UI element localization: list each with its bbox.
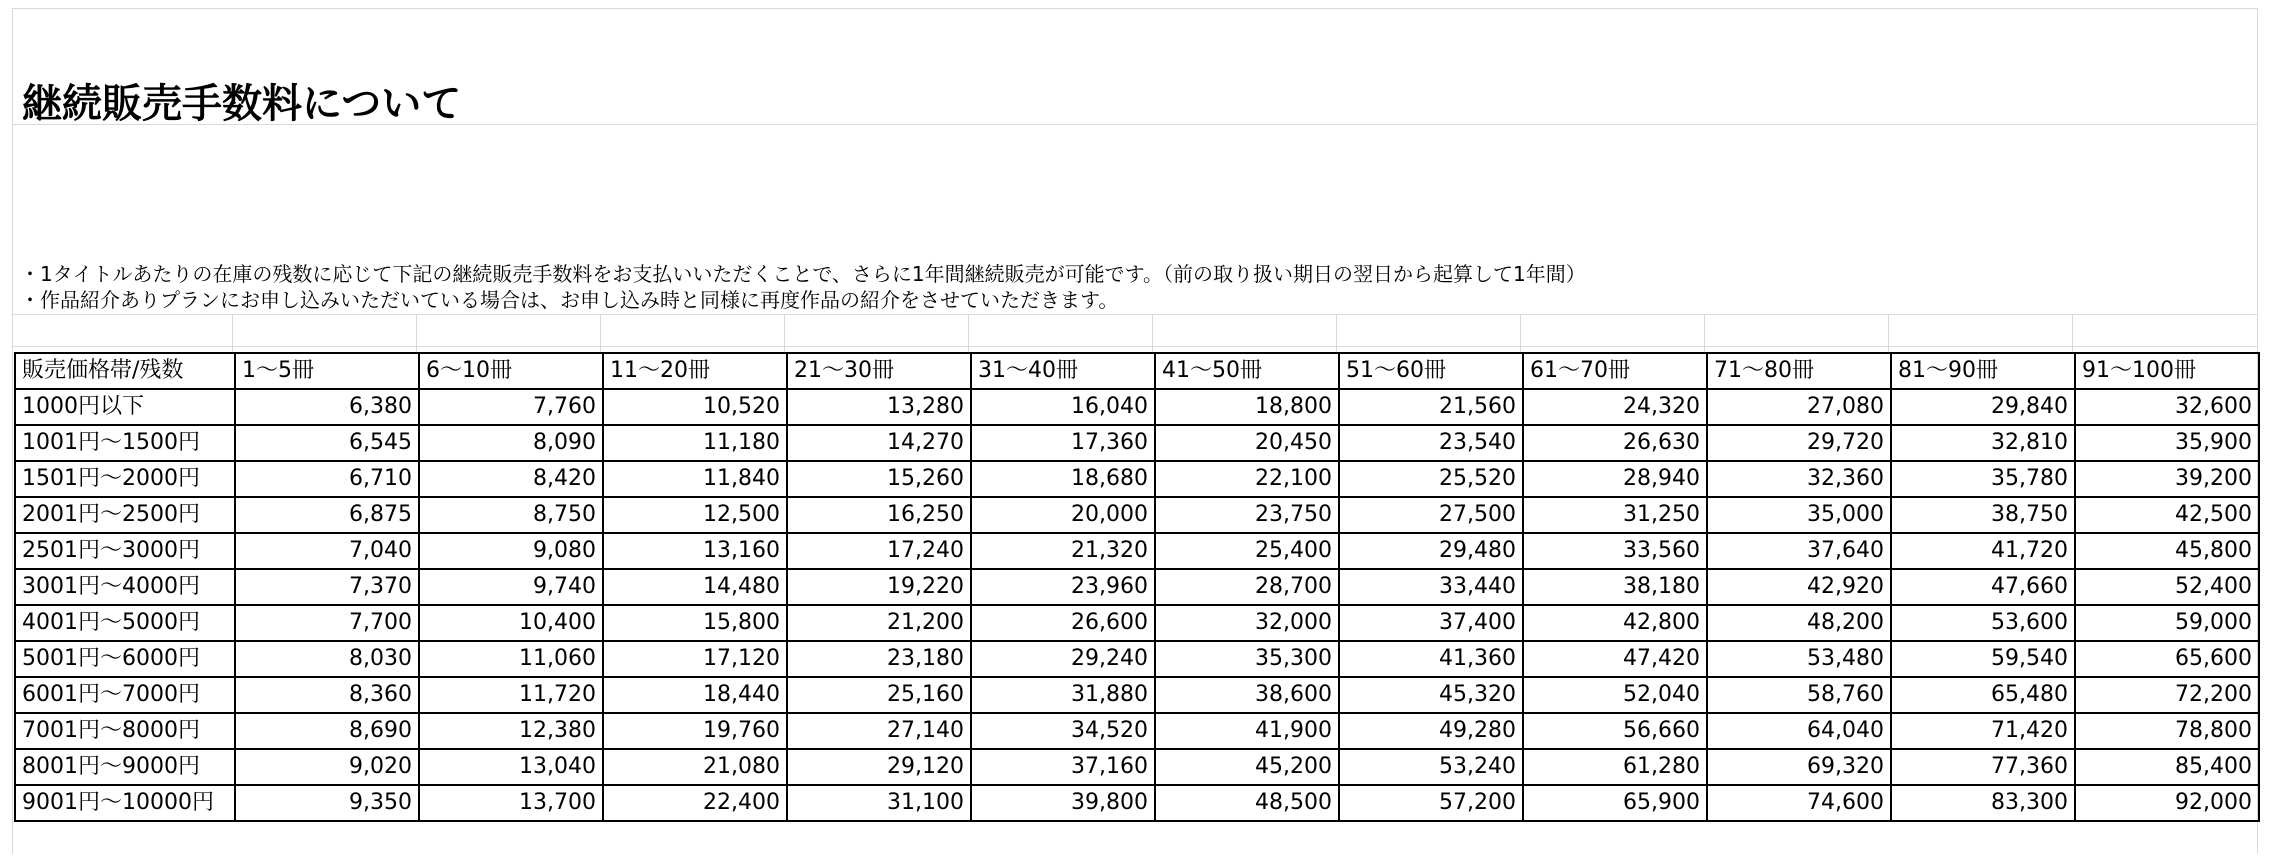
fee-cell: 65,900 xyxy=(1523,785,1707,821)
table-row xyxy=(15,461,2259,497)
fee-cell: 35,000 xyxy=(1707,497,1891,533)
fee-cell: 22,400 xyxy=(603,785,787,821)
fee-cell: 38,750 xyxy=(1891,497,2075,533)
fee-table-body xyxy=(15,389,2259,821)
fee-cell: 7,760 xyxy=(419,389,603,425)
fee-cell: 23,180 xyxy=(787,641,971,677)
fee-cell: 27,500 xyxy=(1339,497,1523,533)
fee-table xyxy=(14,352,2260,822)
grid-line xyxy=(600,314,601,354)
fee-cell: 37,160 xyxy=(971,749,1155,785)
fee-cell: 23,540 xyxy=(1339,425,1523,461)
column-header: 61～70冊 xyxy=(1523,353,1707,389)
fee-cell: 10,520 xyxy=(603,389,787,425)
fee-cell: 8,750 xyxy=(419,497,603,533)
fee-cell: 29,720 xyxy=(1707,425,1891,461)
fee-cell: 8,030 xyxy=(235,641,419,677)
fee-cell: 92,000 xyxy=(2075,785,2259,821)
fee-cell: 47,660 xyxy=(1891,569,2075,605)
fee-cell: 14,480 xyxy=(603,569,787,605)
fee-cell: 25,520 xyxy=(1339,461,1523,497)
fee-cell: 9,020 xyxy=(235,749,419,785)
fee-cell: 59,540 xyxy=(1891,641,2075,677)
fee-cell: 32,000 xyxy=(1155,605,1339,641)
fee-cell: 31,250 xyxy=(1523,497,1707,533)
fee-cell: 29,480 xyxy=(1339,533,1523,569)
fee-cell: 7,700 xyxy=(235,605,419,641)
table-row xyxy=(15,785,2259,821)
table-row xyxy=(15,389,2259,425)
fee-cell: 6,545 xyxy=(235,425,419,461)
fee-cell: 29,120 xyxy=(787,749,971,785)
fee-cell: 39,200 xyxy=(2075,461,2259,497)
price-range-label: 1000円以下 xyxy=(15,389,235,425)
fee-cell: 7,040 xyxy=(235,533,419,569)
fee-cell: 8,690 xyxy=(235,713,419,749)
fee-cell: 33,440 xyxy=(1339,569,1523,605)
fee-cell: 27,080 xyxy=(1707,389,1891,425)
fee-cell: 72,200 xyxy=(2075,677,2259,713)
page-title: 継続販売手数料について xyxy=(22,81,462,127)
fee-cell: 45,200 xyxy=(1155,749,1339,785)
fee-cell: 16,040 xyxy=(971,389,1155,425)
fee-cell: 12,500 xyxy=(603,497,787,533)
fee-cell: 42,500 xyxy=(2075,497,2259,533)
fee-cell: 78,800 xyxy=(2075,713,2259,749)
fee-cell: 61,280 xyxy=(1523,749,1707,785)
fee-cell: 24,320 xyxy=(1523,389,1707,425)
fee-cell: 35,780 xyxy=(1891,461,2075,497)
fee-cell: 31,880 xyxy=(971,677,1155,713)
fee-cell: 14,270 xyxy=(787,425,971,461)
fee-cell: 41,900 xyxy=(1155,713,1339,749)
fee-cell: 6,710 xyxy=(235,461,419,497)
fee-cell: 32,360 xyxy=(1707,461,1891,497)
fee-cell: 6,380 xyxy=(235,389,419,425)
corner-label: 販売価格帯/残数 xyxy=(15,353,235,389)
fee-cell: 65,600 xyxy=(2075,641,2259,677)
price-range-label: 4001円～5000円 xyxy=(15,605,235,641)
fee-cell: 13,160 xyxy=(603,533,787,569)
fee-cell: 21,080 xyxy=(603,749,787,785)
fee-cell: 22,100 xyxy=(1155,461,1339,497)
fee-cell: 11,840 xyxy=(603,461,787,497)
table-row xyxy=(15,713,2259,749)
fee-cell: 32,810 xyxy=(1891,425,2075,461)
table-row xyxy=(15,677,2259,713)
column-header: 31～40冊 xyxy=(971,353,1155,389)
grid-line xyxy=(1520,314,1521,354)
price-range-label: 5001円～6000円 xyxy=(15,641,235,677)
fee-cell: 19,760 xyxy=(603,713,787,749)
fee-cell: 8,420 xyxy=(419,461,603,497)
fee-cell: 37,640 xyxy=(1707,533,1891,569)
fee-cell: 42,800 xyxy=(1523,605,1707,641)
fee-cell: 18,800 xyxy=(1155,389,1339,425)
fee-cell: 39,800 xyxy=(971,785,1155,821)
fee-cell: 11,060 xyxy=(419,641,603,677)
fee-cell: 32,600 xyxy=(2075,389,2259,425)
fee-cell: 53,480 xyxy=(1707,641,1891,677)
fee-cell: 21,560 xyxy=(1339,389,1523,425)
table-row xyxy=(15,569,2259,605)
fee-cell: 48,500 xyxy=(1155,785,1339,821)
grid-line xyxy=(1336,314,1337,354)
fee-cell: 41,360 xyxy=(1339,641,1523,677)
column-header: 91～100冊 xyxy=(2075,353,2259,389)
price-range-label: 2001円～2500円 xyxy=(15,497,235,533)
fee-cell: 74,600 xyxy=(1707,785,1891,821)
note-renewal: ・1タイトルあたりの在庫の残数に応じて下記の継続販売手数料をお支払いいただくことで、さらに1年間継続販売が可能です。（前の取り扱い期日の翌日から起算して1年間） xyxy=(20,262,1586,286)
fee-cell: 17,240 xyxy=(787,533,971,569)
table-row xyxy=(15,533,2259,569)
table-row xyxy=(15,749,2259,785)
fee-cell: 29,840 xyxy=(1891,389,2075,425)
fee-cell: 45,320 xyxy=(1339,677,1523,713)
price-range-label: 7001円～8000円 xyxy=(15,713,235,749)
fee-cell: 8,360 xyxy=(235,677,419,713)
column-header: 6～10冊 xyxy=(419,353,603,389)
table-row xyxy=(15,497,2259,533)
fee-cell: 41,720 xyxy=(1891,533,2075,569)
fee-cell: 25,160 xyxy=(787,677,971,713)
fee-cell: 27,140 xyxy=(787,713,971,749)
fee-cell: 31,100 xyxy=(787,785,971,821)
column-header: 71～80冊 xyxy=(1707,353,1891,389)
fee-cell: 35,900 xyxy=(2075,425,2259,461)
grid-line xyxy=(2072,314,2073,354)
fee-cell: 12,380 xyxy=(419,713,603,749)
note-introduction: ・作品紹介ありプランにお申し込みいただいている場合は、お申し込み時と同様に再度作品の紹介をさせていただきます。 xyxy=(20,288,1119,312)
fee-cell: 34,520 xyxy=(971,713,1155,749)
fee-cell: 6,875 xyxy=(235,497,419,533)
fee-cell: 7,370 xyxy=(235,569,419,605)
fee-cell: 85,400 xyxy=(2075,749,2259,785)
fee-cell: 49,280 xyxy=(1339,713,1523,749)
fee-cell: 23,960 xyxy=(971,569,1155,605)
fee-cell: 64,040 xyxy=(1707,713,1891,749)
grid-line xyxy=(1888,314,1889,354)
price-range-label: 1001円～1500円 xyxy=(15,425,235,461)
fee-cell: 10,400 xyxy=(419,605,603,641)
fee-cell: 77,360 xyxy=(1891,749,2075,785)
column-header: 41～50冊 xyxy=(1155,353,1339,389)
fee-cell: 9,350 xyxy=(235,785,419,821)
column-header: 21～30冊 xyxy=(787,353,971,389)
column-header: 11～20冊 xyxy=(603,353,787,389)
fee-cell: 13,040 xyxy=(419,749,603,785)
grid-line xyxy=(12,8,13,854)
fee-cell: 21,320 xyxy=(971,533,1155,569)
price-range-label: 8001円～9000円 xyxy=(15,749,235,785)
fee-cell: 17,360 xyxy=(971,425,1155,461)
fee-cell: 33,560 xyxy=(1523,533,1707,569)
fee-cell: 11,180 xyxy=(603,425,787,461)
fee-cell: 42,920 xyxy=(1707,569,1891,605)
table-row xyxy=(15,641,2259,677)
fee-cell: 25,400 xyxy=(1155,533,1339,569)
price-range-label: 1501円～2000円 xyxy=(15,461,235,497)
fee-cell: 18,680 xyxy=(971,461,1155,497)
fee-cell: 52,400 xyxy=(2075,569,2259,605)
grid-line xyxy=(232,314,233,354)
grid-line xyxy=(416,314,417,354)
fee-cell: 15,260 xyxy=(787,461,971,497)
fee-cell: 59,000 xyxy=(2075,605,2259,641)
grid-line xyxy=(12,8,2258,9)
fee-cell: 52,040 xyxy=(1523,677,1707,713)
table-row xyxy=(15,605,2259,641)
fee-cell: 18,440 xyxy=(603,677,787,713)
column-header: 81～90冊 xyxy=(1891,353,2075,389)
fee-cell: 37,400 xyxy=(1339,605,1523,641)
fee-cell: 26,600 xyxy=(971,605,1155,641)
fee-cell: 38,180 xyxy=(1523,569,1707,605)
column-header: 1～5冊 xyxy=(235,353,419,389)
price-range-label: 6001円～7000円 xyxy=(15,677,235,713)
fee-cell: 17,120 xyxy=(603,641,787,677)
fee-cell: 19,220 xyxy=(787,569,971,605)
fee-cell: 71,420 xyxy=(1891,713,2075,749)
price-range-label: 9001円～10000円 xyxy=(15,785,235,821)
fee-cell: 38,600 xyxy=(1155,677,1339,713)
fee-cell: 45,800 xyxy=(2075,533,2259,569)
grid-line xyxy=(1152,314,1153,354)
fee-cell: 29,240 xyxy=(971,641,1155,677)
fee-cell: 20,000 xyxy=(971,497,1155,533)
fee-cell: 11,720 xyxy=(419,677,603,713)
fee-cell: 15,800 xyxy=(603,605,787,641)
fee-cell: 69,320 xyxy=(1707,749,1891,785)
grid-line xyxy=(12,346,2258,347)
fee-cell: 16,250 xyxy=(787,497,971,533)
fee-cell: 20,450 xyxy=(1155,425,1339,461)
grid-line xyxy=(12,314,2258,315)
fee-cell: 28,940 xyxy=(1523,461,1707,497)
fee-cell: 56,660 xyxy=(1523,713,1707,749)
fee-cell: 53,240 xyxy=(1339,749,1523,785)
fee-cell: 53,600 xyxy=(1891,605,2075,641)
table-row xyxy=(15,425,2259,461)
fee-cell: 83,300 xyxy=(1891,785,2075,821)
fee-cell: 13,280 xyxy=(787,389,971,425)
fee-cell: 26,630 xyxy=(1523,425,1707,461)
grid-line xyxy=(784,314,785,354)
fee-cell: 23,750 xyxy=(1155,497,1339,533)
fee-cell: 35,300 xyxy=(1155,641,1339,677)
grid-line xyxy=(1704,314,1705,354)
fee-cell: 57,200 xyxy=(1339,785,1523,821)
price-range-label: 2501円～3000円 xyxy=(15,533,235,569)
header-row xyxy=(15,353,2259,389)
fee-table-header xyxy=(15,353,2259,389)
fee-cell: 9,740 xyxy=(419,569,603,605)
grid-line xyxy=(968,314,969,354)
fee-cell: 21,200 xyxy=(787,605,971,641)
fee-cell: 8,090 xyxy=(419,425,603,461)
fee-cell: 65,480 xyxy=(1891,677,2075,713)
fee-cell: 9,080 xyxy=(419,533,603,569)
fee-cell: 48,200 xyxy=(1707,605,1891,641)
fee-cell: 47,420 xyxy=(1523,641,1707,677)
fee-cell: 13,700 xyxy=(419,785,603,821)
fee-cell: 28,700 xyxy=(1155,569,1339,605)
column-header: 51～60冊 xyxy=(1339,353,1523,389)
price-range-label: 3001円～4000円 xyxy=(15,569,235,605)
fee-cell: 58,760 xyxy=(1707,677,1891,713)
